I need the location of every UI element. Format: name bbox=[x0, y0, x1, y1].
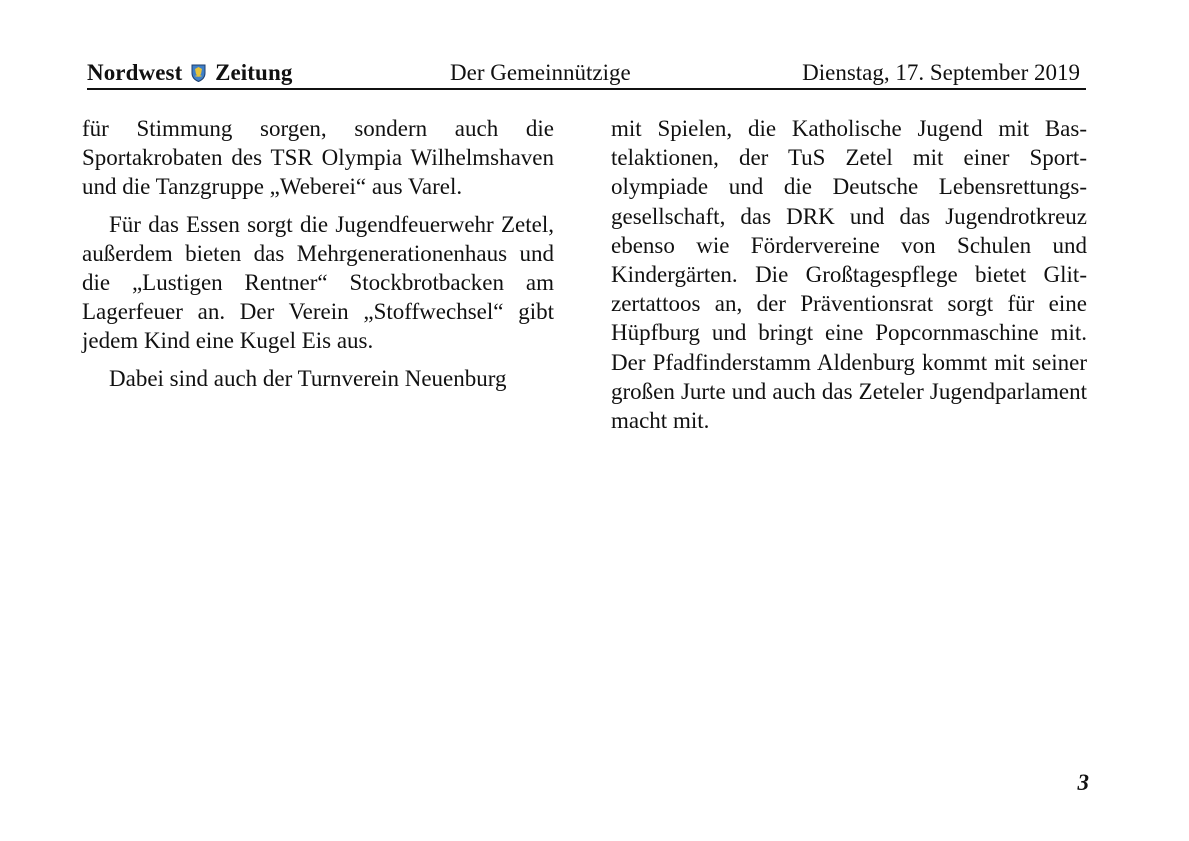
newspaper-masthead bbox=[87, 60, 292, 86]
masthead-right-word: Zeitung bbox=[215, 60, 293, 85]
right-column bbox=[611, 114, 1087, 435]
masthead-left-word: Nordwest bbox=[87, 60, 183, 85]
left-paragraph-1: für Stimmung sorgen, sondern auch die Sportakrobaten des TSR Olympia Wilhelmshaven und die Tanzgruppe „Weberei“ aus Varel. bbox=[82, 116, 554, 200]
left-paragraph-2: Für das Essen sorgt die Jugendfeuerwehr Zetel, außerdem bieten das Mehrgenerationenhaus und die „Lustigen Rentner“ Stockbrotbacken am Lagerfeuer an. Der Verein „Stoffwechsel“ gibt jedem Kind eine Kugel Eis aus. bbox=[82, 211, 554, 354]
section-title: Der Gemeinnützige bbox=[450, 60, 631, 85]
crest-icon bbox=[191, 64, 206, 82]
page-header bbox=[87, 58, 1086, 90]
issue-date: Dienstag, 17. September 2019 bbox=[802, 60, 1080, 85]
left-column bbox=[82, 114, 554, 393]
right-paragraph-1: mit Spielen, die Katholische Jugend mit Bastelaktionen, der TuS Zetel mit einer Sportolympiade und die Deutsche Lebensrettungsgesellschaft, das DRK und das Jugendrotkreuz ebenso wie Fördervereine von Schulen und Kindergärten. Die Großtagespflege bietet Glitzertattoos an, der Präventionsrat sorgt für eine Hüpfburg und bringt eine Popcornmaschine mit. Der Pfadfinderstamm Aldenburg kommt mit seiner großen Jurte und auch das Zeteler Jugendparlament macht mit. bbox=[611, 116, 1087, 434]
left-paragraph-3: Dabei sind auch der Turnverein Neuenburg bbox=[109, 365, 507, 391]
page-number: 3 bbox=[1077, 770, 1089, 795]
